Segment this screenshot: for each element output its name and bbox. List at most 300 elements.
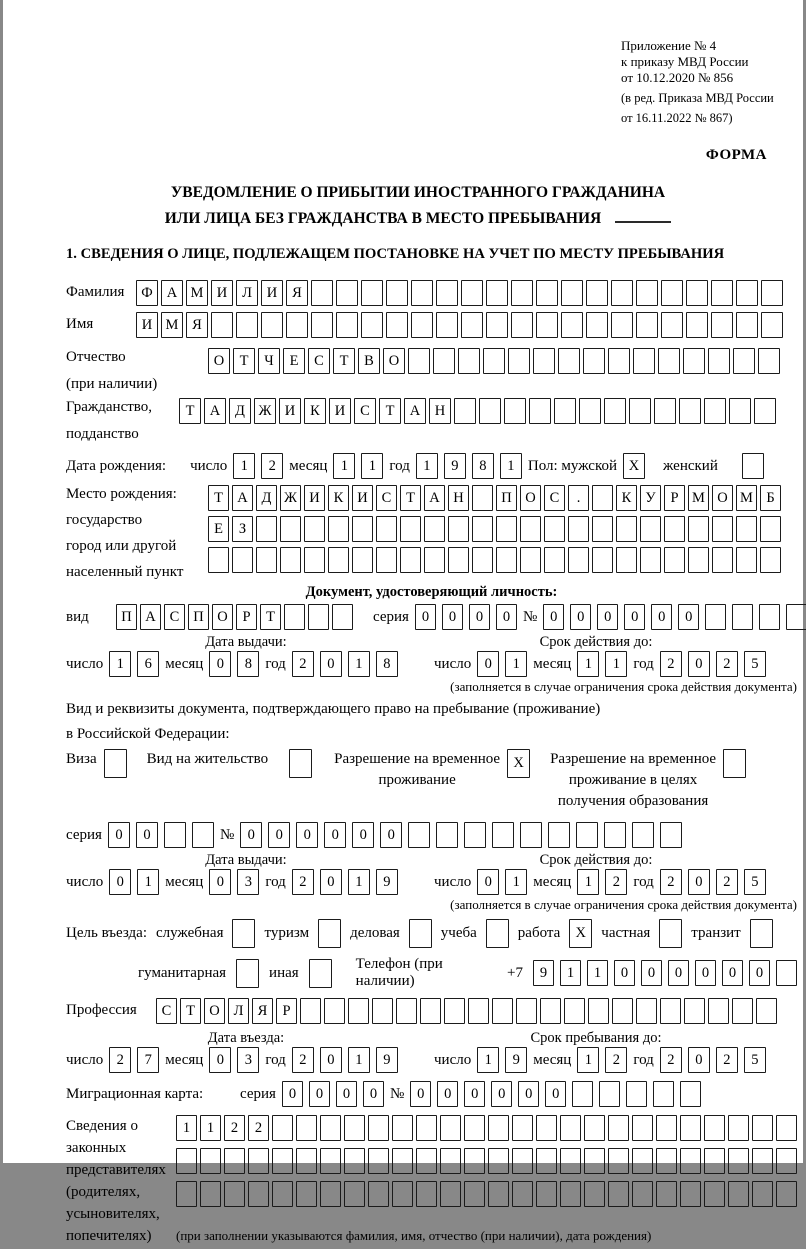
char-cell[interactable] (311, 280, 333, 306)
char-cell[interactable]: 9 (533, 960, 554, 986)
char-cell[interactable] (584, 1148, 605, 1174)
char-cell[interactable] (588, 998, 609, 1024)
char-cell[interactable]: 0 (614, 960, 635, 986)
char-cell[interactable] (536, 280, 558, 306)
char-cell[interactable]: 2 (261, 453, 283, 479)
char-cell[interactable] (444, 998, 465, 1024)
char-cell[interactable]: Т (400, 485, 421, 511)
char-cell[interactable] (461, 312, 483, 338)
char-cell[interactable]: К (328, 485, 349, 511)
char-cell[interactable]: Р (236, 604, 257, 630)
char-cell[interactable] (488, 1115, 509, 1141)
char-cell[interactable] (683, 348, 705, 374)
char-cell[interactable] (468, 998, 489, 1024)
char-cell[interactable] (472, 516, 493, 542)
char-cell[interactable] (280, 516, 301, 542)
char-cell[interactable] (608, 1148, 629, 1174)
char-cell[interactable]: 5 (744, 1047, 766, 1073)
char-cell[interactable] (483, 348, 505, 374)
char-cell[interactable]: 1 (577, 1047, 599, 1073)
char-cell[interactable] (660, 998, 681, 1024)
char-cell[interactable] (324, 998, 345, 1024)
char-cell[interactable]: А (140, 604, 161, 630)
char-cell[interactable]: И (136, 312, 158, 338)
char-cell[interactable] (680, 1181, 701, 1207)
char-cell[interactable] (612, 998, 633, 1024)
char-cell[interactable]: 8 (472, 453, 494, 479)
char-cell[interactable]: 1 (200, 1115, 221, 1141)
char-cell[interactable] (440, 1148, 461, 1174)
char-cell[interactable]: 9 (444, 453, 466, 479)
char-cell[interactable]: А (232, 485, 253, 511)
char-cell[interactable] (416, 1148, 437, 1174)
char-cell[interactable]: 7 (137, 1047, 159, 1073)
char-cell[interactable] (486, 312, 508, 338)
char-cell[interactable]: 0 (678, 604, 699, 630)
char-cell[interactable]: 1 (505, 869, 527, 895)
char-cell[interactable]: С (354, 398, 376, 424)
char-cell[interactable] (584, 1115, 605, 1141)
char-cell[interactable]: 0 (477, 651, 499, 677)
char-cell[interactable]: 0 (309, 1081, 330, 1107)
char-cell[interactable]: 0 (282, 1081, 303, 1107)
char-cell[interactable]: X (507, 749, 530, 778)
char-cell[interactable]: М (161, 312, 183, 338)
char-cell[interactable]: 1 (505, 651, 527, 677)
char-cell[interactable]: 1 (233, 453, 255, 479)
char-cell[interactable] (660, 822, 682, 848)
char-cell[interactable]: О (383, 348, 405, 374)
char-cell[interactable]: 0 (437, 1081, 458, 1107)
char-cell[interactable] (496, 516, 517, 542)
char-cell[interactable]: 8 (237, 651, 259, 677)
char-cell[interactable] (632, 822, 654, 848)
char-cell[interactable]: Р (276, 998, 297, 1024)
char-cell[interactable] (664, 516, 685, 542)
char-cell[interactable]: Р (664, 485, 685, 511)
char-cell[interactable]: А (161, 280, 183, 306)
char-cell[interactable]: Ж (254, 398, 276, 424)
char-cell[interactable]: 3 (237, 1047, 259, 1073)
char-cell[interactable] (656, 1115, 677, 1141)
char-cell[interactable] (708, 348, 730, 374)
char-cell[interactable] (732, 604, 753, 630)
char-cell[interactable]: 2 (660, 651, 682, 677)
char-cell[interactable]: Д (256, 485, 277, 511)
char-cell[interactable]: Е (283, 348, 305, 374)
char-cell[interactable] (392, 1148, 413, 1174)
char-cell[interactable]: 0 (410, 1081, 431, 1107)
char-cell[interactable] (611, 312, 633, 338)
char-cell[interactable] (584, 1181, 605, 1207)
char-cell[interactable] (308, 604, 329, 630)
char-cell[interactable]: 6 (137, 651, 159, 677)
char-cell[interactable]: 1 (109, 651, 131, 677)
char-cell[interactable] (592, 516, 613, 542)
char-cell[interactable] (561, 312, 583, 338)
char-cell[interactable] (464, 1148, 485, 1174)
char-cell[interactable] (328, 547, 349, 573)
char-cell[interactable] (232, 919, 255, 948)
char-cell[interactable]: Т (260, 604, 281, 630)
char-cell[interactable]: Т (180, 998, 201, 1024)
char-cell[interactable]: 0 (209, 869, 231, 895)
char-cell[interactable] (272, 1181, 293, 1207)
char-cell[interactable] (520, 516, 541, 542)
char-cell[interactable]: X (569, 919, 592, 948)
char-cell[interactable]: А (424, 485, 445, 511)
char-cell[interactable] (511, 312, 533, 338)
char-cell[interactable] (332, 604, 353, 630)
char-cell[interactable] (742, 453, 764, 479)
char-cell[interactable]: 0 (688, 1047, 710, 1073)
char-cell[interactable]: 0 (641, 960, 662, 986)
char-cell[interactable]: 2 (716, 869, 738, 895)
char-cell[interactable] (318, 919, 341, 948)
char-cell[interactable]: 0 (296, 822, 318, 848)
char-cell[interactable]: 2 (292, 1047, 314, 1073)
char-cell[interactable] (492, 998, 513, 1024)
char-cell[interactable] (592, 485, 613, 511)
char-cell[interactable] (472, 485, 493, 511)
char-cell[interactable] (516, 998, 537, 1024)
char-cell[interactable] (536, 312, 558, 338)
char-cell[interactable] (754, 398, 776, 424)
char-cell[interactable] (492, 822, 514, 848)
char-cell[interactable] (723, 749, 746, 778)
char-cell[interactable] (376, 516, 397, 542)
char-cell[interactable] (728, 1181, 749, 1207)
char-cell[interactable] (761, 280, 783, 306)
char-cell[interactable]: С (156, 998, 177, 1024)
char-cell[interactable] (486, 919, 509, 948)
char-cell[interactable] (688, 516, 709, 542)
char-cell[interactable] (458, 348, 480, 374)
char-cell[interactable] (272, 1148, 293, 1174)
char-cell[interactable]: 5 (744, 869, 766, 895)
char-cell[interactable] (336, 312, 358, 338)
char-cell[interactable] (512, 1115, 533, 1141)
char-cell[interactable] (616, 547, 637, 573)
char-cell[interactable] (261, 312, 283, 338)
char-cell[interactable] (640, 516, 661, 542)
char-cell[interactable]: 0 (597, 604, 618, 630)
char-cell[interactable]: 0 (240, 822, 262, 848)
char-cell[interactable]: О (520, 485, 541, 511)
char-cell[interactable] (416, 1181, 437, 1207)
char-cell[interactable] (336, 280, 358, 306)
char-cell[interactable] (400, 547, 421, 573)
char-cell[interactable] (411, 280, 433, 306)
char-cell[interactable] (320, 1148, 341, 1174)
char-cell[interactable] (752, 1148, 773, 1174)
char-cell[interactable]: 2 (716, 1047, 738, 1073)
char-cell[interactable]: 2 (224, 1115, 245, 1141)
char-cell[interactable] (368, 1148, 389, 1174)
char-cell[interactable] (436, 822, 458, 848)
char-cell[interactable] (629, 398, 651, 424)
char-cell[interactable]: К (616, 485, 637, 511)
char-cell[interactable]: Т (233, 348, 255, 374)
char-cell[interactable] (224, 1148, 245, 1174)
char-cell[interactable] (704, 398, 726, 424)
char-cell[interactable] (533, 348, 555, 374)
char-cell[interactable]: 0 (209, 651, 231, 677)
char-cell[interactable]: 0 (695, 960, 716, 986)
char-cell[interactable]: А (204, 398, 226, 424)
char-cell[interactable] (568, 547, 589, 573)
char-cell[interactable]: 0 (442, 604, 463, 630)
char-cell[interactable] (558, 348, 580, 374)
char-cell[interactable]: М (736, 485, 757, 511)
char-cell[interactable] (464, 1181, 485, 1207)
char-cell[interactable] (560, 1115, 581, 1141)
char-cell[interactable]: Л (228, 998, 249, 1024)
char-cell[interactable]: 0 (651, 604, 672, 630)
char-cell[interactable] (436, 312, 458, 338)
char-cell[interactable] (729, 398, 751, 424)
char-cell[interactable]: 0 (518, 1081, 539, 1107)
char-cell[interactable] (776, 1181, 797, 1207)
char-cell[interactable] (759, 604, 780, 630)
char-cell[interactable] (776, 1115, 797, 1141)
char-cell[interactable] (679, 398, 701, 424)
char-cell[interactable]: С (308, 348, 330, 374)
char-cell[interactable] (236, 312, 258, 338)
char-cell[interactable]: 1 (137, 869, 159, 895)
char-cell[interactable] (472, 547, 493, 573)
char-cell[interactable] (411, 312, 433, 338)
char-cell[interactable] (604, 398, 626, 424)
char-cell[interactable] (400, 516, 421, 542)
char-cell[interactable] (728, 1148, 749, 1174)
char-cell[interactable] (272, 1115, 293, 1141)
char-cell[interactable]: К (304, 398, 326, 424)
char-cell[interactable] (304, 516, 325, 542)
char-cell[interactable]: И (352, 485, 373, 511)
char-cell[interactable] (392, 1115, 413, 1141)
char-cell[interactable] (236, 959, 259, 988)
char-cell[interactable]: 1 (500, 453, 522, 479)
char-cell[interactable] (686, 280, 708, 306)
char-cell[interactable] (653, 1081, 674, 1107)
char-cell[interactable]: П (188, 604, 209, 630)
char-cell[interactable] (496, 547, 517, 573)
char-cell[interactable]: Д (229, 398, 251, 424)
char-cell[interactable]: 0 (491, 1081, 512, 1107)
char-cell[interactable]: 2 (716, 651, 738, 677)
char-cell[interactable]: 0 (336, 1081, 357, 1107)
char-cell[interactable]: 1 (477, 1047, 499, 1073)
char-cell[interactable] (420, 998, 441, 1024)
char-cell[interactable]: 1 (577, 651, 599, 677)
char-cell[interactable] (248, 1181, 269, 1207)
char-cell[interactable] (711, 280, 733, 306)
char-cell[interactable]: 0 (688, 651, 710, 677)
char-cell[interactable] (752, 1181, 773, 1207)
char-cell[interactable] (436, 280, 458, 306)
char-cell[interactable] (704, 1181, 725, 1207)
char-cell[interactable] (176, 1181, 197, 1207)
char-cell[interactable]: 5 (744, 651, 766, 677)
char-cell[interactable] (296, 1115, 317, 1141)
char-cell[interactable] (368, 1115, 389, 1141)
char-cell[interactable] (408, 348, 430, 374)
char-cell[interactable] (508, 348, 530, 374)
char-cell[interactable] (344, 1148, 365, 1174)
char-cell[interactable] (232, 547, 253, 573)
char-cell[interactable]: М (688, 485, 709, 511)
char-cell[interactable] (424, 547, 445, 573)
char-cell[interactable]: 0 (268, 822, 290, 848)
char-cell[interactable] (361, 312, 383, 338)
char-cell[interactable] (454, 398, 476, 424)
char-cell[interactable]: X (623, 453, 645, 479)
char-cell[interactable]: 2 (660, 869, 682, 895)
char-cell[interactable]: 0 (352, 822, 374, 848)
char-cell[interactable]: П (116, 604, 137, 630)
char-cell[interactable] (752, 1115, 773, 1141)
char-cell[interactable] (284, 604, 305, 630)
char-cell[interactable]: 2 (248, 1115, 269, 1141)
char-cell[interactable] (376, 547, 397, 573)
char-cell[interactable] (304, 547, 325, 573)
char-cell[interactable] (536, 1181, 557, 1207)
char-cell[interactable] (448, 516, 469, 542)
char-cell[interactable] (328, 516, 349, 542)
char-cell[interactable] (386, 312, 408, 338)
char-cell[interactable] (705, 604, 726, 630)
char-cell[interactable] (409, 919, 432, 948)
char-cell[interactable] (512, 1148, 533, 1174)
char-cell[interactable]: 8 (376, 651, 398, 677)
char-cell[interactable] (608, 1115, 629, 1141)
char-cell[interactable] (632, 1148, 653, 1174)
char-cell[interactable] (554, 398, 576, 424)
char-cell[interactable] (440, 1181, 461, 1207)
char-cell[interactable] (280, 547, 301, 573)
char-cell[interactable] (548, 822, 570, 848)
char-cell[interactable]: И (329, 398, 351, 424)
char-cell[interactable]: Т (333, 348, 355, 374)
char-cell[interactable] (632, 1181, 653, 1207)
char-cell[interactable]: 0 (543, 604, 564, 630)
char-cell[interactable] (352, 547, 373, 573)
char-cell[interactable] (632, 1115, 653, 1141)
char-cell[interactable]: С (376, 485, 397, 511)
char-cell[interactable] (576, 822, 598, 848)
char-cell[interactable]: 2 (605, 869, 627, 895)
char-cell[interactable]: 0 (668, 960, 689, 986)
char-cell[interactable]: 0 (320, 651, 342, 677)
char-cell[interactable]: 0 (209, 1047, 231, 1073)
char-cell[interactable]: 1 (577, 869, 599, 895)
char-cell[interactable] (296, 1148, 317, 1174)
char-cell[interactable]: 0 (624, 604, 645, 630)
char-cell[interactable] (750, 919, 773, 948)
char-cell[interactable] (704, 1115, 725, 1141)
char-cell[interactable] (248, 1148, 269, 1174)
char-cell[interactable]: 1 (348, 1047, 370, 1073)
char-cell[interactable]: 0 (496, 604, 517, 630)
char-cell[interactable] (658, 348, 680, 374)
char-cell[interactable] (579, 398, 601, 424)
char-cell[interactable]: Н (448, 485, 469, 511)
char-cell[interactable] (504, 398, 526, 424)
char-cell[interactable] (486, 280, 508, 306)
char-cell[interactable]: А (404, 398, 426, 424)
char-cell[interactable] (586, 312, 608, 338)
char-cell[interactable]: 0 (570, 604, 591, 630)
char-cell[interactable]: 0 (108, 822, 130, 848)
char-cell[interactable]: Я (286, 280, 308, 306)
char-cell[interactable] (392, 1181, 413, 1207)
char-cell[interactable] (659, 919, 682, 948)
char-cell[interactable] (712, 516, 733, 542)
char-cell[interactable] (560, 1148, 581, 1174)
char-cell[interactable] (680, 1081, 701, 1107)
char-cell[interactable] (192, 822, 214, 848)
char-cell[interactable] (300, 998, 321, 1024)
char-cell[interactable] (488, 1181, 509, 1207)
char-cell[interactable]: 0 (363, 1081, 384, 1107)
char-cell[interactable] (520, 547, 541, 573)
char-cell[interactable] (728, 1115, 749, 1141)
char-cell[interactable] (529, 398, 551, 424)
char-cell[interactable]: 0 (380, 822, 402, 848)
char-cell[interactable]: Я (252, 998, 273, 1024)
char-cell[interactable] (352, 516, 373, 542)
char-cell[interactable]: Т (379, 398, 401, 424)
char-cell[interactable]: 2 (109, 1047, 131, 1073)
char-cell[interactable]: . (568, 485, 589, 511)
char-cell[interactable] (386, 280, 408, 306)
char-cell[interactable] (311, 312, 333, 338)
char-cell[interactable] (736, 312, 758, 338)
char-cell[interactable] (344, 1181, 365, 1207)
char-cell[interactable] (479, 398, 501, 424)
char-cell[interactable] (656, 1148, 677, 1174)
char-cell[interactable] (561, 280, 583, 306)
char-cell[interactable] (661, 280, 683, 306)
char-cell[interactable] (640, 547, 661, 573)
char-cell[interactable]: 9 (376, 1047, 398, 1073)
char-cell[interactable]: Т (179, 398, 201, 424)
char-cell[interactable]: 1 (416, 453, 438, 479)
char-cell[interactable]: 0 (545, 1081, 566, 1107)
char-cell[interactable] (633, 348, 655, 374)
char-cell[interactable]: 0 (415, 604, 436, 630)
char-cell[interactable] (636, 998, 657, 1024)
char-cell[interactable] (568, 516, 589, 542)
char-cell[interactable] (461, 280, 483, 306)
char-cell[interactable] (536, 1115, 557, 1141)
char-cell[interactable]: О (208, 348, 230, 374)
char-cell[interactable] (211, 312, 233, 338)
char-cell[interactable]: 0 (464, 1081, 485, 1107)
char-cell[interactable] (636, 312, 658, 338)
char-cell[interactable] (408, 822, 430, 848)
char-cell[interactable]: 1 (361, 453, 383, 479)
char-cell[interactable]: И (261, 280, 283, 306)
char-cell[interactable] (286, 312, 308, 338)
char-cell[interactable] (488, 1148, 509, 1174)
char-cell[interactable] (208, 547, 229, 573)
char-cell[interactable] (560, 1181, 581, 1207)
char-cell[interactable] (544, 516, 565, 542)
char-cell[interactable] (592, 547, 613, 573)
char-cell[interactable]: О (212, 604, 233, 630)
